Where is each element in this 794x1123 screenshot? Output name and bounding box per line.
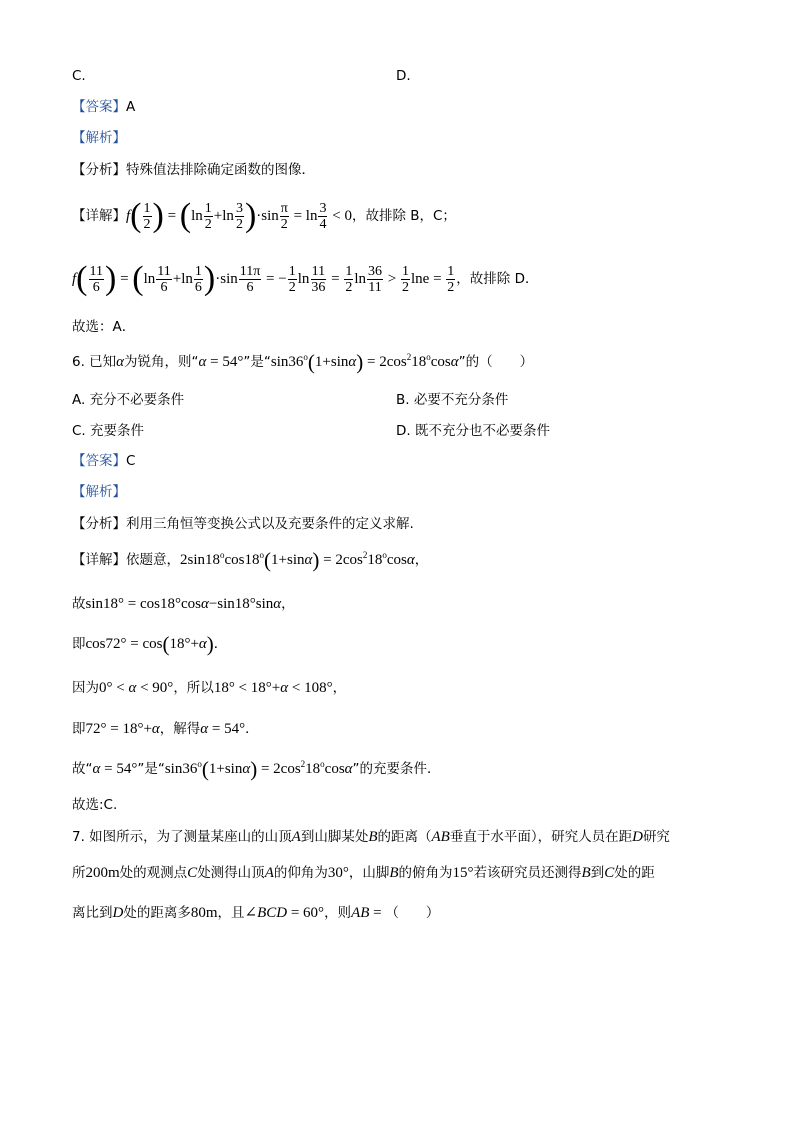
answer-tag: 【答案】 xyxy=(72,99,126,115)
step-mid: ，所以 xyxy=(173,680,214,696)
q6-detail-line-5: 即72° = 18°+α，解得α = 54°． xyxy=(72,721,259,737)
detail-l1-end: ，故排除 B，C； xyxy=(351,208,456,224)
answer-value: A xyxy=(126,99,136,115)
q7-line-2: 所200m处的观测点C处测得山顶A的仰角为30°，山脚B的俯角为15°若该研究员还测得B到C处的距 xyxy=(72,865,655,881)
q6-stem-prefix: 6. 已知 xyxy=(72,354,117,370)
step-prefix: 故 xyxy=(72,596,86,612)
fenxi-text: 利用三角恒等变换公式以及充要条件的定义求解. xyxy=(126,516,414,532)
q7-text: 所 xyxy=(72,865,86,881)
q7-text: 离比到 xyxy=(72,905,113,921)
step-prefix: 即 xyxy=(72,636,86,652)
q5-fenxi-line xyxy=(72,160,315,180)
q6-stem-mid1: 为锐角，则“ xyxy=(124,354,199,370)
q5-answer-line xyxy=(72,97,135,117)
q6-option-b: B. 必要不充分条件 xyxy=(396,392,509,408)
step-end: ”的充要条件． xyxy=(352,761,441,777)
step-prefix: 因为 xyxy=(72,680,99,696)
q6-detail-line-2: 故sin18° = cos18°cosα−sin18°sinα， xyxy=(72,596,295,612)
analysis-tag: 【解析】 xyxy=(72,130,126,146)
q7-text: 处的观测点 xyxy=(119,865,188,881)
q7-text: 若该研究员还测得 xyxy=(473,865,582,881)
q5-detail-line-2: f( $\frac{11}{6}$ ) = (ln $\frac{11}{6}$ +ln $\frac{1}{6}$ )·sin $\frac{11\pi}{6}$ = − $\frac{1}{2}$ ln $\frac{11}{36}$ = $\frac{1}{2}$ ln $\frac{36}{11}$ > $\frac{1}{2}$ lne = $\frac{1}{2}$ ，故排除 D． xyxy=(72,260,539,297)
step-mid: ，解得 xyxy=(159,721,201,737)
q6-option-d: D. 既不充分也不必要条件 xyxy=(396,423,550,439)
q6-conclusion: 故选:C. xyxy=(72,797,118,813)
q6-answer-line xyxy=(72,451,135,471)
q7-text: 的距离（ xyxy=(377,829,432,845)
q6-option-a: A. 充分不必要条件 xyxy=(72,392,185,408)
q7-text: 到山脚某处 xyxy=(300,829,369,845)
fenxi-text: 特殊值法排除确定函数的图像． xyxy=(126,162,315,178)
option-d-label: D. xyxy=(396,68,411,84)
detail-l2-end: ，故排除 D． xyxy=(456,271,539,287)
q7-text: 垂直于水平面），研究人员在距 xyxy=(449,829,633,845)
answer-tag: 【答案】 xyxy=(72,453,126,469)
q6-detail-line-6: 故“α = 54°”是“$\sin 36^o(1+\sin\alpha) = 2\cos^218^o\cos\alpha$”的充要条件． xyxy=(72,757,441,781)
q6-fenxi-line xyxy=(72,514,414,534)
q6-detail-line-1: 【详解】依题意，$2\sin 18^o\cos 18^o(1+\sin\alpha) = 2\cos^218^o\cos\alpha$， xyxy=(72,548,429,572)
analysis-tag: 【解析】 xyxy=(72,484,126,500)
step-mid: ”是“ xyxy=(137,761,165,777)
q7-text: 的仰角为 xyxy=(273,865,328,881)
q7-text: 的俯角为 xyxy=(398,865,453,881)
q7-text: 研究 xyxy=(642,829,670,845)
fenxi-tag: 【分析】 xyxy=(72,162,126,178)
q5-detail-line-1: 【详解】f( $\frac{1}{2}$ ) = (ln $\frac{1}{2}$ +ln $\frac{3}{2}$ )·sin $\frac{\pi}{2}$ = ln $\frac{3}{4}$ < 0，故排除 B，C； xyxy=(72,197,456,234)
detail-tag: 【详解】 xyxy=(72,208,126,224)
step-prefix: 即 xyxy=(72,721,86,737)
answer-value: C xyxy=(126,453,136,469)
q6-option-c: C. 充要条件 xyxy=(72,423,145,439)
q7-text: 处的距 xyxy=(614,865,655,881)
q6-stem-mid2: ”是“ xyxy=(243,354,271,370)
q5-conclusion: 故选：A． xyxy=(72,319,136,335)
option-c-label: C. xyxy=(72,68,86,84)
q6-detail-line-3: 即cos72° = cos(18°+α)． xyxy=(72,632,228,656)
detail-text: 依题意， xyxy=(126,552,180,568)
q7-text: 7. 如图所示，为了测量某座山的山顶 xyxy=(72,829,292,845)
q7-line-1: 7. 如图所示，为了测量某座山的山顶A到山脚某处B的距离（AB垂直于水平面），研究人员在距D研究 xyxy=(72,829,670,845)
q7-text: ，则 xyxy=(324,905,352,921)
q7-text: 处的距离多 xyxy=(123,905,191,921)
q6-analysis-line xyxy=(72,482,126,502)
q6-stem-end: ”的（ ） xyxy=(458,354,534,370)
q7-text: （ ） xyxy=(385,905,440,921)
step-prefix: 故“ xyxy=(72,761,93,777)
q7-text: 到 xyxy=(590,865,605,881)
q6-stem: 6. 已知α为锐角，则“α = 54°”是“$\sin 36^o(1+\sin\alpha) = 2\cos^218^o\cos\alpha$”的（ ） xyxy=(72,350,534,374)
detail-tag: 【详解】 xyxy=(72,552,126,568)
q5-analysis-line xyxy=(72,128,126,148)
q7-text: ，且 xyxy=(217,905,245,921)
q6-detail-line-4: 因为0° < α < 90°，所以18° < 18°+α < 108°， xyxy=(72,680,347,696)
q7-line-3: 离比到D处的距离多80m，且∠BCD = 60°，则AB = （ ） xyxy=(72,905,440,921)
fenxi-tag: 【分析】 xyxy=(72,516,126,532)
q7-text: ，山脚 xyxy=(348,865,390,881)
q7-text: 处测得山顶 xyxy=(197,865,265,881)
